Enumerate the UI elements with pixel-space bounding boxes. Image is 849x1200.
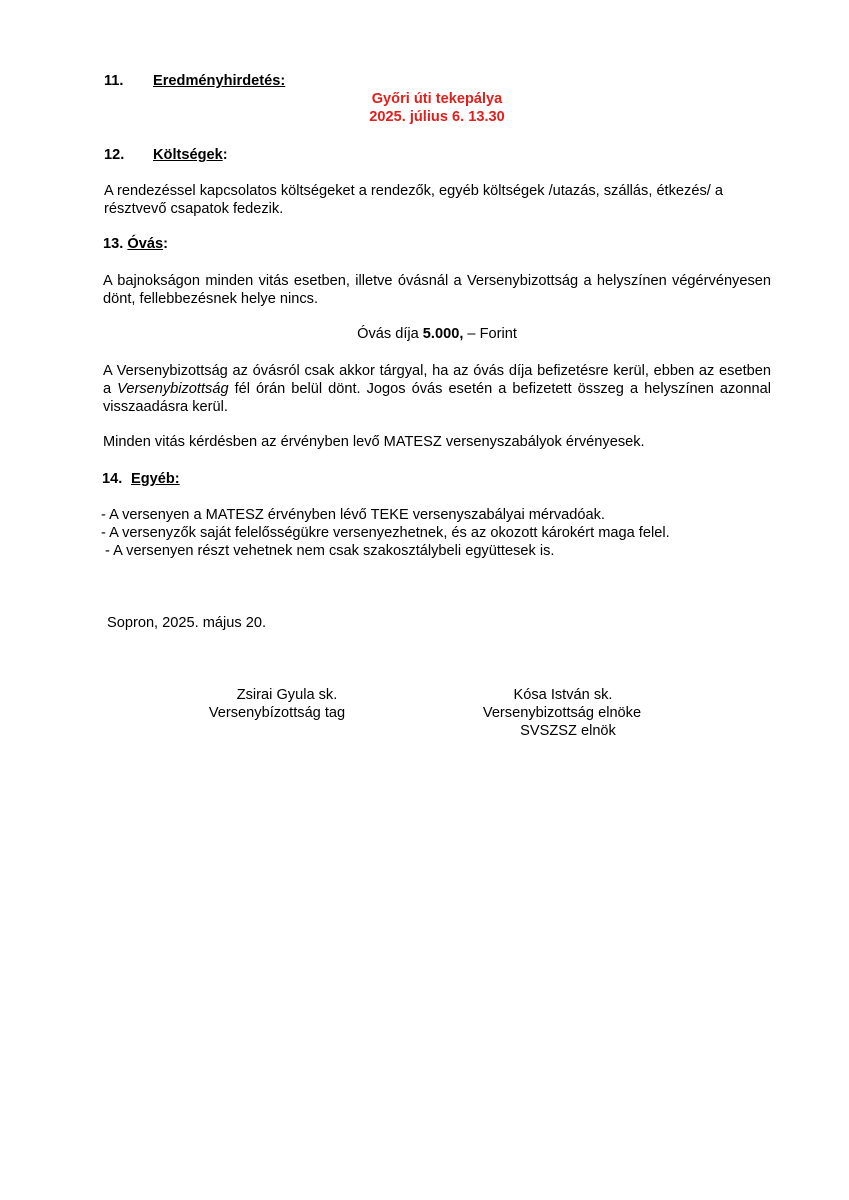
section-12-number: 12. [104, 147, 125, 163]
section-12-title: Költségek [153, 147, 223, 163]
results-venue: Győri úti tekepálya [371, 91, 503, 107]
protest-fee-amount: 5.000, [422, 326, 464, 342]
section-11-number: 11. [104, 73, 124, 89]
section-11-title: Eredményhirdetés: [153, 73, 286, 89]
other-item-1: - A versenyen a MATESZ érvényben lévő TEKE versenyszabályai mérvadóak. [101, 507, 605, 523]
protest-p2-italic: Versenybizottság [117, 381, 229, 397]
signature-left-role: Versenybízottság tag [208, 705, 346, 721]
section-12-heading [153, 147, 228, 163]
results-datetime: 2025. július 6. 13.30 [369, 109, 505, 125]
protest-paragraph-3: Minden vitás kérdésben az érvényben levő MATESZ versenyszabályok érvényesek. [103, 434, 645, 450]
section-13-number: 13. [103, 236, 124, 252]
section-14-number: 14. [102, 471, 123, 487]
signature-right-role: Versenybizottság elnöke [482, 705, 642, 721]
signature-right-name: Kósa István sk. [513, 687, 613, 703]
protest-paragraph-1: A bajnokságon minden vitás esetben, illetve óvásnál a Versenybizottság a helyszínen végérvényesen dönt, fellebbezésnek helye nincs. [103, 273, 771, 307]
protest-fee [103, 326, 771, 342]
section-12-colon: : [222, 147, 228, 163]
section-14-title: Egyéb: [131, 471, 180, 487]
protest-p2-part-b: fél órán belül dönt. Jogos óvás esetén a befizetett összeg a helyszínen azonnal visszaadásra kerül. [103, 381, 772, 415]
protest-paragraph-2 [103, 362, 771, 416]
protest-fee-prefix: Óvás díja [357, 326, 423, 342]
section-13-title: Óvás [127, 236, 164, 252]
signature-right-role-2: SVSZSZ elnök [520, 723, 616, 739]
place-date: Sopron, 2025. május 20. [107, 615, 267, 631]
costs-paragraph: A rendezéssel kapcsolatos költségeket a rendezők, egyéb költségek /utazás, szállás, étkezés/ a résztvevő csapatok fedezik. [104, 183, 723, 217]
protest-fee-suffix: – Forint [463, 326, 517, 342]
section-13-heading [103, 236, 168, 252]
signature-left-name: Zsirai Gyula sk. [236, 687, 338, 703]
other-item-3: - A versenyen részt vehetnek nem csak szakosztálybeli együttesek is. [101, 543, 555, 559]
other-item-2: - A versenyzők saját felelősségükre versenyezhetnek, és az okozott károkért maga felel. [101, 525, 670, 541]
protest-p2-part-a: A Versenybizottság az óvásról csak akkor tárgyal, ha az óvás díja befizetésre kerül, ebben az esetben a [103, 363, 771, 397]
section-13-colon: : [163, 236, 168, 252]
